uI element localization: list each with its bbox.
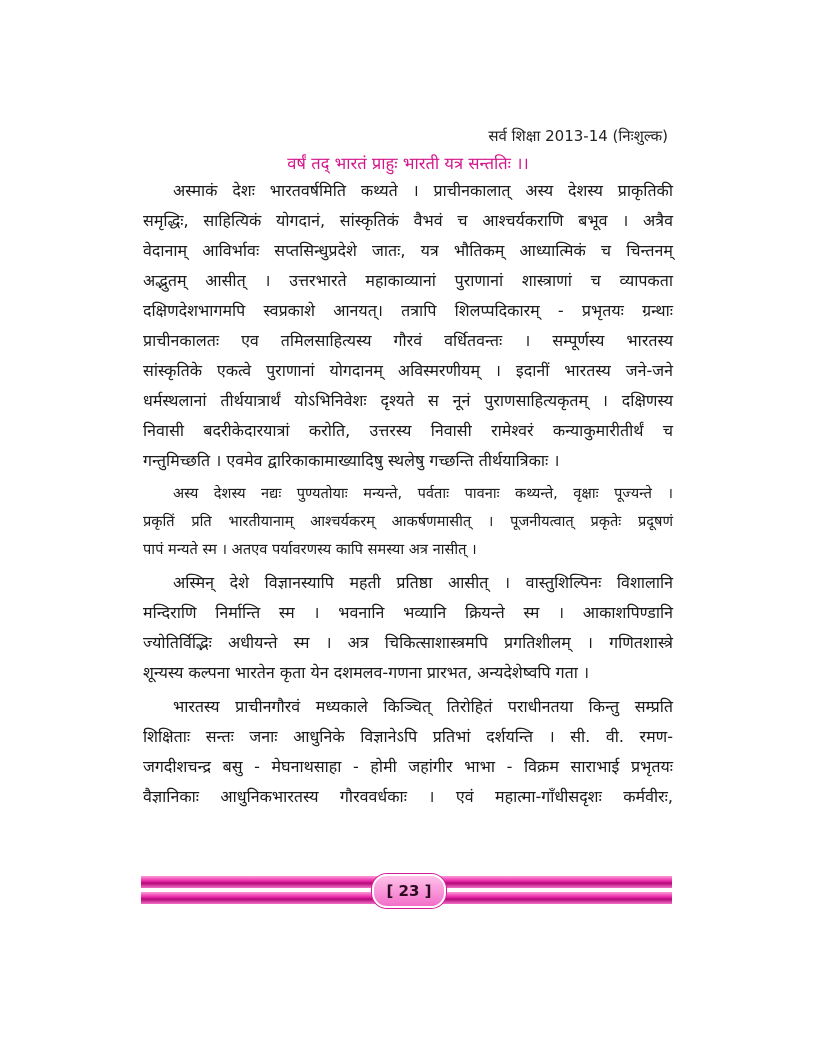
text-line: ज्योतिर्विद्भिः अधीयन्ते स्म । अत्र चिकित्साशास्त्रमपि प्रगतिशीलम् । गणितशास्त्रे (143, 633, 673, 652)
verse-heading: वर्षं तद् भारतं प्राहुः भारती यत्र सन्ततिः ।। (287, 154, 529, 173)
text-line: निवासी बदरीकेदारयात्रां करोति, उत्तरस्य निवासी रामेश्वरं कन्याकुमारीतीर्थं च (143, 421, 673, 440)
text-line: अद्भुतम् आसीत् । उत्तरभारते महाकाव्यानां पुराणानां शास्त्राणां च व्यापकता (143, 271, 673, 290)
text-line: धर्मस्थलानां तीर्थयात्रार्थं योऽभिनिवेशः दृश्यते स नूनं पुराणसाहित्यकृतम् । दक्षिणस्य (143, 391, 673, 410)
text-line: शून्यस्य कल्पना भारतेन कृता येन दशमलव-गणना प्रारभत, अन्यदेशेष्वपि गता । (143, 663, 590, 682)
text-line: वैज्ञानिकाः आधुनिकभारतस्य गौरववर्धकाः । एवं महात्मा-गाँधीसदृशः कर्मवीरः, (143, 787, 673, 806)
text-line: शिक्षिताः सन्तः जनाः आधुनिके विज्ञानेऽपि प्रतिभां दर्शयन्ति । सी. वी. रमण- (143, 727, 673, 746)
paragraph-2 (143, 480, 673, 564)
text-line: भारतस्य प्राचीनगौरवं मध्यकाले किञ्चित् तिरोहितं पराधीनतया किन्तु सम्प्रति (173, 697, 673, 716)
page-footer (141, 872, 672, 908)
body-text (143, 176, 673, 816)
paragraph-3 (143, 568, 673, 688)
text-line: वेदानाम् आविर्भावः सप्तसिन्धुप्रदेशे जातः, यत्र भौतिकम् आध्यात्मिकं च चिन्तनम् (143, 241, 673, 260)
text-line: जगदीशचन्द्र बसु - मेघनाथसाहा - होमी जहांगीर भाभा - विक्रम साराभाई प्रभृतयः (143, 757, 673, 776)
text-line: मन्दिराणि निर्मान्ति स्म । भवनानि भव्यानि क्रियन्ते स्म । आकाशपिण्डानि (143, 603, 673, 622)
text-line: गन्तुमिच्छति । एवमेव द्वारिकाकामाख्यादिषु स्थलेषु गच्छन्ति तीर्थयात्रिकाः । (143, 451, 560, 470)
paragraph-1 (143, 176, 673, 476)
text-line: दक्षिणदेशभागमपि स्वप्रकाशे आनयत्। तत्रापि शिलप्पदिकारम् - प्रभृतयः ग्रन्थाः (143, 301, 673, 320)
page-number: [ 23 ] (372, 874, 446, 908)
text-line: समृद्धिः, साहित्यिकं योगदानं, सांस्कृतिकं वैभवं च आश्चर्यकराणि बभूव । अत्रैव (143, 211, 673, 230)
text-line: प्रकृतिं प्रति भारतीयानाम् आश्चर्यकरम् आकर्षणमासीत् । पूजनीयत्वात् प्रकृतेः प्रदूषणं (143, 513, 673, 530)
paragraph-4 (143, 692, 673, 812)
text-line: सांस्कृतिके एकत्वे पुराणानां योगदानम् अविस्मरणीयम् । इदानीं भारतस्य जने-जने (143, 361, 673, 380)
text-line: प्राचीनकालतः एव तमिलसाहित्यस्य गौरवं वर्धितवन्तः । सम्पूर्णस्य भारतस्य (143, 331, 673, 350)
text-line: अस्मिन् देशे विज्ञानस्यापि महती प्रतिष्ठा आसीत् । वास्तुशिल्पिनः विशालानि (173, 573, 673, 592)
text-line: पापं मन्यते स्म । अतएव पर्यावरणस्य कापि समस्या अत्र नासीत् । (143, 541, 477, 558)
running-header: सर्व शिक्षा 2013-14 (निःशुल्क) (488, 127, 668, 145)
text-line: अस्य देशस्य नद्यः पुण्यतोयाः मन्यन्ते, पर्वताः पावनाः कथ्यन्ते, वृक्षाः पूज्यन्ते । (173, 485, 673, 502)
text-line: अस्माकं देशः भारतवर्षमिति कथ्यते । प्राचीनकालात् अस्य देशस्य प्राकृतिकी (173, 181, 673, 200)
